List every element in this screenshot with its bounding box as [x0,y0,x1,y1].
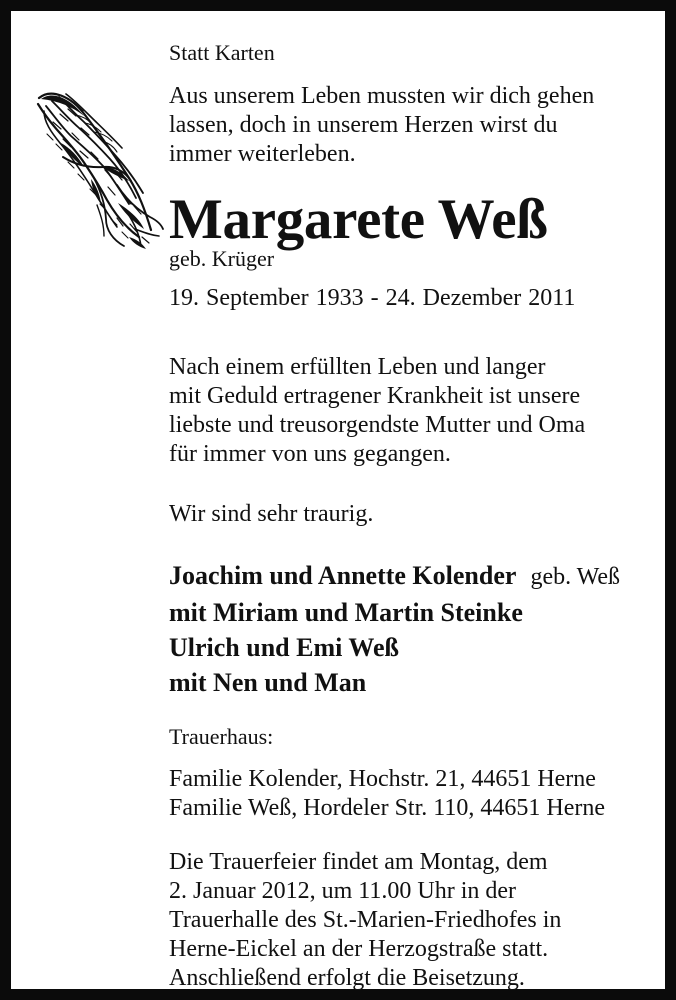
service-line: Anschließend erfolgt die Beisetzung. [169,965,525,991]
family-member-name: mit Nen und Man [169,668,367,697]
service-line: Herne-Eickel an der Herzogstraße statt. [169,936,549,962]
intro-line: immer weiterleben. [169,141,356,167]
statt-karten-label: Statt Karten [169,40,275,65]
address-list [169,765,649,823]
family-member-name: Ulrich und Emi Weß [169,633,399,662]
maiden-name: geb. Krüger [169,246,275,271]
service-line: 2. Januar 2012, um 11.00 Uhr in der [169,878,517,904]
service-line: Trauerhalle des St.-Marien-Friedhofes in [169,907,562,933]
deceased-name: Margarete Weß [169,188,548,251]
family-member [169,595,649,630]
family-list [169,558,649,700]
announcement-line: Nach einem erfüllten Leben und langer [169,354,546,380]
intro-line: lassen, doch in unserem Herzen wirst du [169,112,558,138]
family-member [169,630,649,665]
praying-hands-icon [33,86,165,252]
intro-line: Aus unserem Leben mussten wir dich gehen [169,83,595,109]
service-details [169,848,649,993]
sad-statement: Wir sind sehr traurig. [169,501,374,527]
intro-paragraph [169,82,649,169]
family-member-name: Joachim und Annette Kolender [169,561,516,590]
family-member-name: mit Miriam und Martin Steinke [169,598,523,627]
trauerhaus-label: Trauerhaus: [169,724,274,749]
family-member-suffix: geb. Weß [530,564,621,590]
announcement-line: für immer von uns gegangen. [169,441,451,467]
obituary-content [169,39,649,993]
family-member [169,665,649,700]
service-line: Die Trauerfeier findet am Montag, dem [169,849,548,875]
address-line: Familie Kolender, Hochstr. 21, 44651 Herne [169,766,596,792]
family-member [169,558,649,595]
address-line: Familie Weß, Hordeler Str. 110, 44651 Herne [169,795,605,821]
announcement-line: liebste und treusorgendste Mutter und Oma [169,412,586,438]
announcement-line: mit Geduld ertragener Krankheit ist unsere [169,383,581,409]
death-announcement [169,353,649,469]
life-dates: 19. September 1933 - 24. Dezember 2011 [169,285,576,311]
